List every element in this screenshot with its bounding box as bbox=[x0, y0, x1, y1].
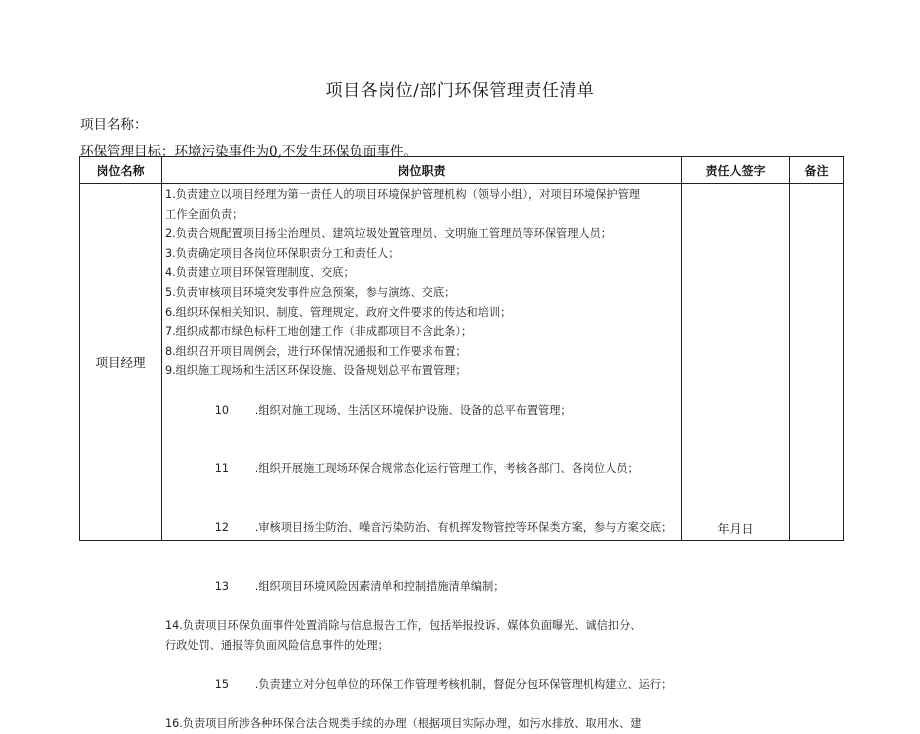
duties-list bbox=[162, 184, 681, 734]
duty-line-10: 9.组织施工现场和生活区环保设施、设备规划总平布置管理； bbox=[165, 364, 467, 378]
header-duties: 岗位职责 bbox=[162, 157, 682, 184]
duty-line-16: 行政处罚、通报等负面风险信息事件的处理； bbox=[165, 638, 389, 652]
remarks-cell bbox=[790, 184, 844, 541]
duty-line-9: 8.组织召开项目周例会，进行环保情况通报和工作要求布置； bbox=[165, 344, 467, 358]
duty-number: 12 bbox=[214, 521, 230, 535]
responsibility-table bbox=[79, 156, 844, 731]
environmental-goal-line: 环保管理目标：环境污染事件为0,不发生环保负面事件。 bbox=[80, 144, 417, 160]
duty-number: 11 bbox=[214, 462, 230, 476]
duty-line-5: 4.负责建立项目环保管理制度、交底； bbox=[165, 266, 355, 280]
header-remarks: 备注 bbox=[790, 157, 844, 184]
table-row bbox=[80, 184, 844, 541]
duty-line-12 bbox=[165, 440, 679, 499]
duty-line-1: 1.负责建立以项目经理为第一责任人的项目环境保护管理机构（领导小组），对项目环境保护管理 bbox=[165, 188, 640, 201]
header-signature: 责任人签字 bbox=[682, 157, 790, 184]
duty-line-3: 2.负责合规配置项目扬尘治理员、建筑垃圾处置管理员、文明施工管理员等环保管理人员； bbox=[165, 227, 612, 241]
duty-line-14 bbox=[165, 557, 679, 616]
signature-date: 年月日 bbox=[717, 522, 754, 536]
signature-cell bbox=[682, 184, 790, 541]
duty-line-13 bbox=[165, 499, 679, 558]
duty-line-17 bbox=[165, 655, 679, 714]
duty-line-4: 3.负责确定项目各岗位环保职责分工和责任人； bbox=[165, 246, 400, 260]
duty-number: 15 bbox=[214, 677, 230, 691]
duty-number: 10 bbox=[214, 403, 230, 417]
duty-text: .组织开展施工现场环保合规常态化运行管理工作，考核各部门、各岗位人员； bbox=[254, 462, 639, 476]
table-header-row bbox=[80, 157, 844, 184]
post-name: 项目经理 bbox=[95, 355, 146, 370]
duty-line-15: 14.负责项目环保负面事件处置消除与信息报告工作，包括举报投诉、媒体负面曝光、诚信扣分、 bbox=[165, 619, 642, 633]
duties-cell bbox=[162, 184, 682, 731]
duty-line-6: 5.负责审核项目环境突发事件应急预案，参与演练、交底； bbox=[165, 285, 456, 299]
duty-line-11 bbox=[165, 381, 679, 440]
duty-line-7: 6.组织环保相关知识、制度、管理规定、政府文件要求的传达和培训； bbox=[165, 305, 512, 319]
duty-line-18: 16.负责项目所涉各种环保合法合规类手续的办理（根据项目实际办理，如污水排放、取用水、建 bbox=[165, 717, 642, 731]
duty-number: 13 bbox=[214, 579, 230, 593]
duty-text: .组织对施工现场、生活区环境保护设施、设备的总平布置管理； bbox=[254, 403, 572, 417]
duty-text: .审核项目扬尘防治、噪音污染防治、有机挥发物管控等环保类方案，参与方案交底； bbox=[254, 521, 673, 535]
post-name-cell bbox=[80, 184, 162, 541]
header-post-name: 岗位名称 bbox=[80, 157, 162, 184]
project-name-label: 项目名称： bbox=[80, 117, 148, 133]
duty-text: .负责建立对分包单位的环保工作管理考核机制，督促分包环保管理机构建立、运行； bbox=[254, 677, 673, 691]
page-title: 项目各岗位/部门环保管理责任清单 bbox=[325, 81, 595, 101]
duty-line-8: 7.组织成都市绿色标杆工地创建工作（非成都项目不含此条）； bbox=[165, 325, 473, 339]
duty-line-2: 工作全面负责； bbox=[165, 207, 244, 221]
duty-text: .组织项目环境风险因素清单和控制措施清单编制； bbox=[254, 579, 505, 593]
